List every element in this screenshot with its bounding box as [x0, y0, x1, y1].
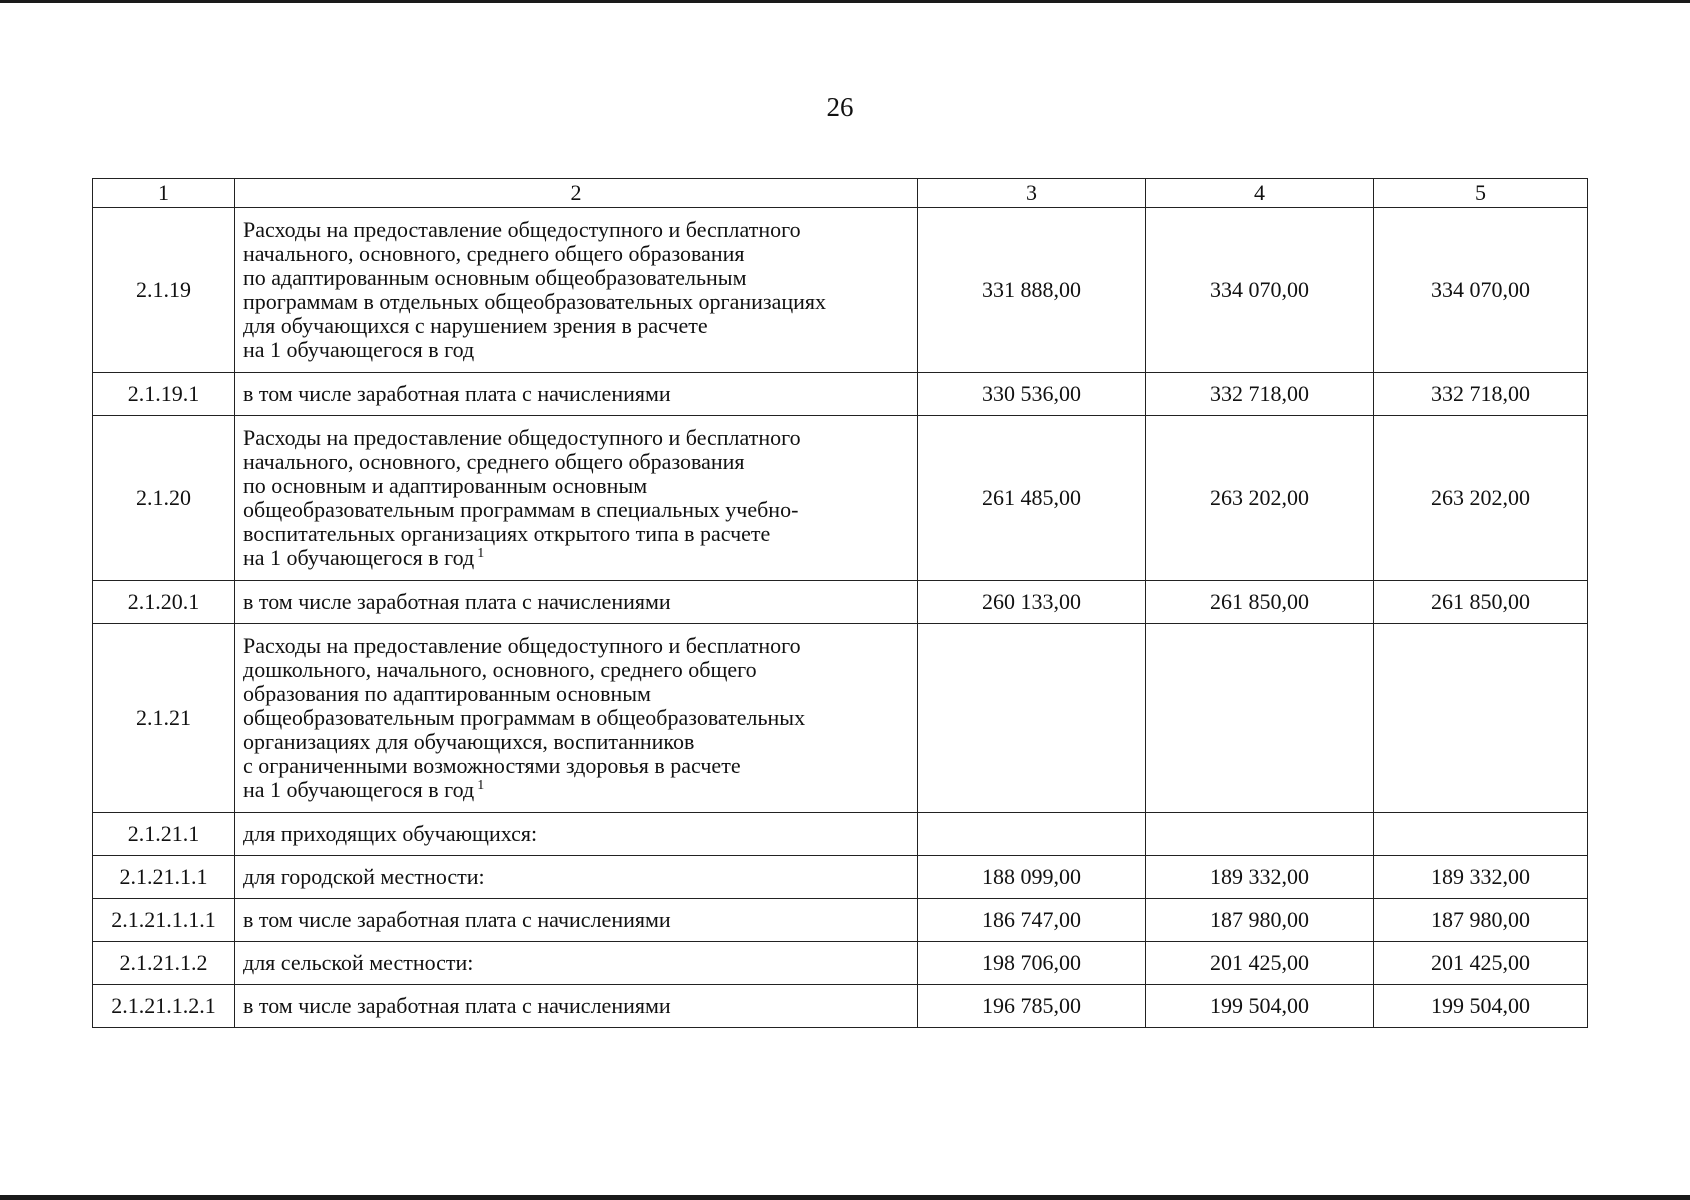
value-col-4: 187 980,00	[1146, 899, 1374, 942]
description-line: воспитательных организациях открытого типа в расчете	[243, 521, 771, 546]
description-line: общеобразовательным программам в специальных учебно-	[243, 497, 799, 522]
value-col-4: 263 202,00	[1146, 416, 1374, 581]
table-row	[93, 373, 1588, 416]
column-header-3: 3	[918, 179, 1146, 208]
description-line-text: на 1 обучающегося в год	[243, 777, 475, 802]
description-line: организациях для обучающихся, воспитанников	[243, 729, 695, 754]
value-col-5: 201 425,00	[1374, 942, 1588, 985]
row-code: 2.1.19	[93, 208, 235, 373]
description-line: начального, основного, среднего общего образования	[243, 241, 745, 266]
value-col-5	[1374, 813, 1588, 856]
table-header-row	[93, 179, 1588, 208]
value-col-3: 198 706,00	[918, 942, 1146, 985]
column-header-5: 5	[1374, 179, 1588, 208]
description-line: Расходы на предоставление общедоступного и бесплатного	[243, 633, 801, 658]
value-col-3: 331 888,00	[918, 208, 1146, 373]
table-row	[93, 856, 1588, 899]
column-header-2: 2	[235, 179, 918, 208]
row-description: для городской местности:	[235, 856, 918, 899]
description-line: общеобразовательным программам в общеобразовательных	[243, 705, 806, 730]
description-line-text: на 1 обучающегося в год	[243, 545, 475, 570]
description-line: на 1 обучающегося в год	[243, 337, 475, 362]
description-line: образования по адаптированным основным	[243, 681, 651, 706]
description-line: по адаптированным основным общеобразовательным	[243, 265, 747, 290]
row-description	[235, 624, 918, 813]
value-col-4	[1146, 624, 1374, 813]
tariff-table	[92, 178, 1588, 1028]
row-code: 2.1.21.1.1.1	[93, 899, 235, 942]
value-col-5: 263 202,00	[1374, 416, 1588, 581]
row-description: в том числе заработная плата с начислениями	[235, 899, 918, 942]
value-col-5: 189 332,00	[1374, 856, 1588, 899]
row-code: 2.1.21.1	[93, 813, 235, 856]
value-col-4: 334 070,00	[1146, 208, 1374, 373]
description-line: по основным и адаптированным основным	[243, 473, 648, 498]
table-row	[93, 985, 1588, 1028]
description-line: с ограниченными возможностями здоровья в расчете	[243, 753, 741, 778]
row-description: в том числе заработная плата с начислениями	[235, 581, 918, 624]
page-number: 26	[826, 92, 854, 122]
row-code: 2.1.19.1	[93, 373, 235, 416]
table-row	[93, 208, 1588, 373]
row-code: 2.1.21.1.2	[93, 942, 235, 985]
row-code: 2.1.20	[93, 416, 235, 581]
table-row	[93, 813, 1588, 856]
row-description	[235, 208, 918, 373]
description-line: для обучающихся с нарушением зрения в расчете	[243, 313, 708, 338]
row-code: 2.1.21.1.2.1	[93, 985, 235, 1028]
scan-border-top	[0, 0, 1690, 3]
value-col-4: 332 718,00	[1146, 373, 1374, 416]
value-col-4: 189 332,00	[1146, 856, 1374, 899]
row-description	[235, 416, 918, 581]
value-col-4: 261 850,00	[1146, 581, 1374, 624]
table-row	[93, 899, 1588, 942]
value-col-3	[918, 624, 1146, 813]
value-col-3: 188 099,00	[918, 856, 1146, 899]
value-col-3: 260 133,00	[918, 581, 1146, 624]
footnote-marker: 1	[477, 546, 485, 561]
value-col-3	[918, 813, 1146, 856]
description-line	[243, 778, 911, 802]
value-col-4	[1146, 813, 1374, 856]
table-row	[93, 416, 1588, 581]
footnote-marker: 1	[477, 778, 485, 793]
value-col-3: 186 747,00	[918, 899, 1146, 942]
column-header-4: 4	[1146, 179, 1374, 208]
row-code: 2.1.21	[93, 624, 235, 813]
description-line: программам в отдельных общеобразовательных организациях	[243, 289, 826, 314]
value-col-3: 261 485,00	[918, 416, 1146, 581]
table-row	[93, 624, 1588, 813]
column-header-1: 1	[93, 179, 235, 208]
value-col-3: 196 785,00	[918, 985, 1146, 1028]
value-col-4: 199 504,00	[1146, 985, 1374, 1028]
description-line: начального, основного, среднего общего образования	[243, 449, 745, 474]
scan-border-bottom	[0, 1195, 1690, 1200]
row-description: в том числе заработная плата с начислениями	[235, 985, 918, 1028]
description-line: дошкольного, начального, основного, среднего общего	[243, 657, 757, 682]
row-code: 2.1.20.1	[93, 581, 235, 624]
row-code: 2.1.21.1.1	[93, 856, 235, 899]
value-col-5: 199 504,00	[1374, 985, 1588, 1028]
description-line	[243, 546, 911, 570]
value-col-5	[1374, 624, 1588, 813]
value-col-3: 330 536,00	[918, 373, 1146, 416]
value-col-5: 187 980,00	[1374, 899, 1588, 942]
value-col-5: 334 070,00	[1374, 208, 1588, 373]
row-description: для приходящих обучающихся:	[235, 813, 918, 856]
row-description: для сельской местности:	[235, 942, 918, 985]
value-col-5: 261 850,00	[1374, 581, 1588, 624]
value-col-4: 201 425,00	[1146, 942, 1374, 985]
table-row	[93, 581, 1588, 624]
row-description: в том числе заработная плата с начислениями	[235, 373, 918, 416]
description-line: Расходы на предоставление общедоступного и бесплатного	[243, 425, 801, 450]
description-line: Расходы на предоставление общедоступного и бесплатного	[243, 217, 801, 242]
table-row	[93, 942, 1588, 985]
value-col-5: 332 718,00	[1374, 373, 1588, 416]
